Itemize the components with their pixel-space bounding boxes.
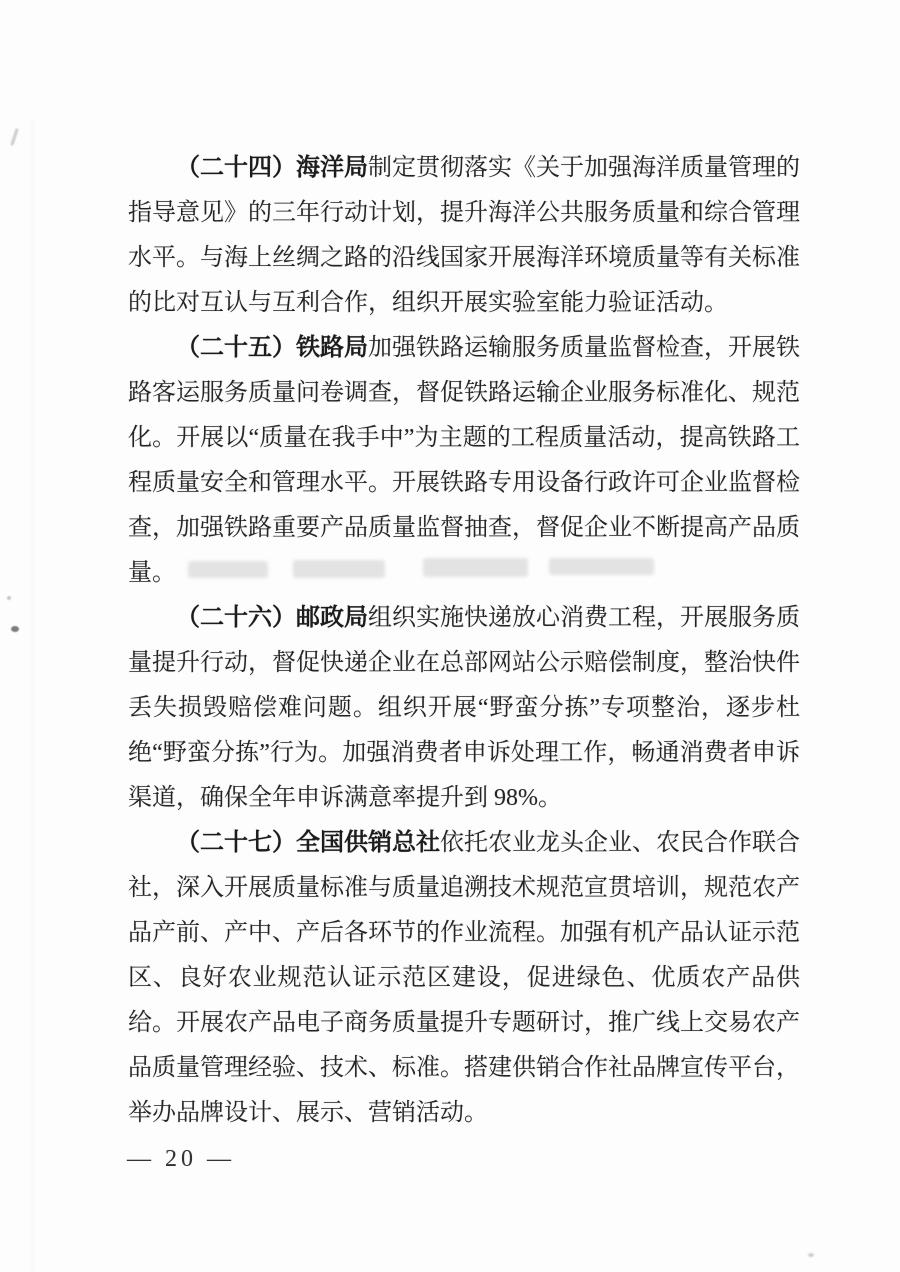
document-body: [128, 146, 800, 1136]
scan-speck-artifact: [808, 1253, 814, 1257]
ink-bleed-through-artifact: [293, 560, 385, 578]
ink-bleed-through-artifact: [188, 561, 268, 578]
page-number: — 20 —: [127, 1146, 235, 1172]
paragraph-26: [128, 596, 800, 821]
scan-speck-artifact: [11, 626, 19, 632]
scan-smudge-artifact: [10, 128, 18, 146]
paragraph-26-head: （二十六）邮政局: [176, 605, 368, 631]
ink-bleed-through-artifact: [423, 558, 528, 577]
paragraph-25: [128, 326, 800, 596]
paragraph-25-text: 加强铁路运输服务质量监督检查，开展铁路客运服务质量问卷调查，督促铁路运输企业服务标准化、规范化。开展以“质量在我手中”为主题的工程质量活动，提高铁路工程质量安全和管理水平。开展铁路专用设备行政许可企业监督检查，加强铁路重要产品质量监督抽查，督促企业不断提高产品质量。: [128, 335, 800, 586]
paragraph-25-head: （二十五）铁路局: [176, 335, 368, 361]
paragraph-24-text: 制定贯彻落实《关于加强海洋质量管理的指导意见》的三年行动计划，提升海洋公共服务质量和综合管理水平。与海上丝绸之路的沿线国家开展海洋环境质量等有关标准的比对互认与互利合作，组织开展实验室能力验证活动。: [128, 155, 800, 316]
ink-bleed-through-artifact: [549, 558, 654, 575]
paragraph-26-text: 组织实施快递放心消费工程，开展服务质量提升行动，督促快递企业在总部网站公示赔偿制度，整治快件丢失损毁赔偿难问题。组织开展“野蛮分拣”专项整治，逐步杜绝“野蛮分拣”行为。加强消费者申诉处理工作，畅通消费者申诉渠道，确保全年申诉满意率提升到 98%。: [128, 605, 800, 811]
paragraph-27-text: 依托农业龙头企业、农民合作联合社，深入开展质量标准与质量追溯技术规范宣贯培训，规范农产品产前、产中、产后各环节的作业流程。加强有机产品认证示范区、良好农业规范认证示范区建设，促进绿色、优质农产品供给。开展农产品电子商务质量提升专题研讨，推广线上交易农产品质量管理经验、技术、标准。搭建供销合作社品牌宣传平台，举办品牌设计、展示、营销活动。: [128, 830, 800, 1126]
paragraph-24: [128, 146, 800, 326]
paragraph-27: [128, 821, 800, 1136]
scan-speck-artifact: [7, 596, 11, 600]
paragraph-24-head: （二十四）海洋局: [176, 155, 368, 181]
paper-crease-artifact: [31, 120, 34, 1272]
paragraph-27-head: （二十七）全国供销总社: [176, 830, 440, 856]
